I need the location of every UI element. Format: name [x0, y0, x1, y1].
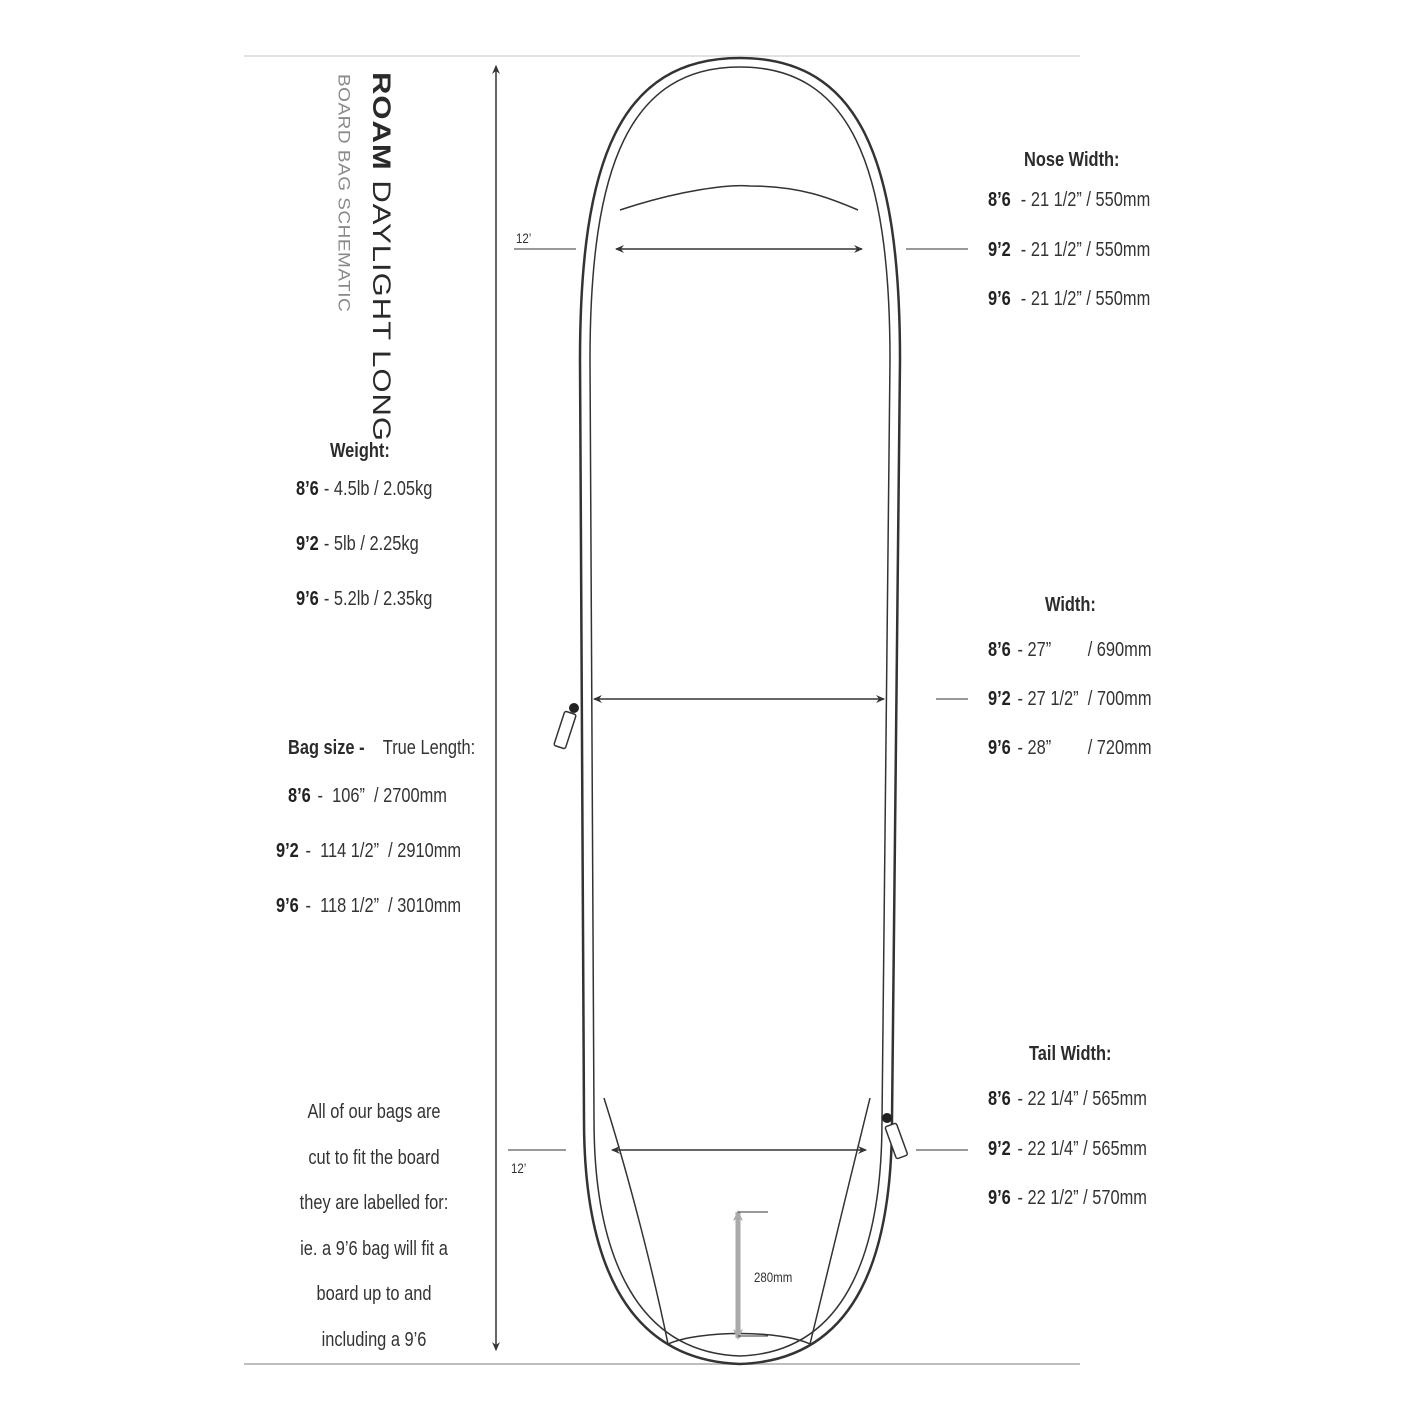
nose-width-row — [988, 189, 1150, 212]
size-label: 8’6 — [288, 785, 311, 807]
fit-note-line: ie. a 9’6 bag will fit a — [300, 1237, 448, 1260]
fit-note-line: board up to and — [316, 1283, 432, 1305]
weight-row — [296, 533, 419, 556]
tail-length-marker: 12’ — [511, 1160, 527, 1176]
nose-width-row — [988, 239, 1150, 262]
size-label: 9’6 — [988, 288, 1011, 310]
size-label: 9’6 — [296, 588, 319, 610]
schematic-subtitle: BOARD BAG SCHEMATIC — [334, 74, 352, 313]
fit-note-line: cut to fit the board — [308, 1146, 440, 1169]
bag-size-heading-row — [288, 737, 475, 760]
width-row — [988, 688, 1152, 711]
tail-height-label: 280mm — [754, 1269, 793, 1285]
bag-size-row — [276, 895, 461, 918]
tail-width-value: - 22 1/4” / 565mm — [1017, 1138, 1147, 1160]
size-label: 9’2 — [276, 840, 299, 862]
size-label: 8’6 — [988, 639, 1011, 661]
bag-length-value: - 106” / 2700mm — [317, 785, 447, 807]
nose-width-value: - 21 1/2” / 550mm — [1020, 239, 1151, 261]
tail-panel-right — [810, 1098, 870, 1344]
size-label: 9’6 — [988, 1187, 1011, 1209]
nose-width-row — [988, 288, 1150, 311]
tail-width-value: - 22 1/2” / 570mm — [1017, 1187, 1147, 1209]
nose-width-heading: Nose Width: — [1024, 149, 1120, 171]
bag-length-value: - 114 1/2” / 2910mm — [305, 840, 462, 862]
fit-note-line: All of our bags are — [307, 1101, 441, 1123]
brand-name: ROAM — [367, 72, 396, 171]
weight-value: - 5.2lb / 2.35kg — [323, 588, 433, 610]
tail-width-row — [988, 1088, 1147, 1111]
fit-note-line: they are labelled for: — [299, 1192, 449, 1214]
size-label: 9’2 — [988, 1138, 1011, 1160]
nose-width-value: - 21 1/2” / 550mm — [1020, 189, 1151, 211]
zipper-pull-left-icon — [554, 703, 579, 749]
tail-panel-left — [604, 1098, 668, 1344]
weight-heading: Weight: — [330, 440, 390, 462]
nose-length-marker: 12’ — [516, 230, 532, 246]
width-heading: Width: — [1045, 594, 1096, 616]
product-name: DAYLIGHT LONG — [367, 170, 396, 442]
size-label: 9’2 — [988, 239, 1011, 261]
size-label: 8’6 — [988, 189, 1011, 211]
size-label: 9’2 — [988, 688, 1011, 710]
width-value: - 27” / 690mm — [1017, 639, 1152, 661]
true-length-heading: True Length: — [382, 737, 476, 759]
bag-size-row — [276, 840, 461, 863]
weight-row — [296, 588, 432, 611]
bag-outer-outline — [580, 58, 900, 1364]
tail-width-row — [988, 1138, 1147, 1161]
tail-width-heading: Tail Width: — [1029, 1043, 1112, 1065]
size-label: 9’6 — [988, 737, 1011, 759]
bag-size-heading: Bag size - — [288, 737, 365, 759]
nose-panel-line — [620, 186, 858, 210]
size-label: 8’6 — [296, 478, 319, 500]
size-label: 8’6 — [988, 1088, 1011, 1110]
size-label: 9’2 — [296, 533, 319, 555]
width-row — [988, 639, 1152, 662]
weight-row — [296, 478, 432, 501]
width-value: - 27 1/2” / 700mm — [1017, 688, 1152, 710]
zipper-pull-right-icon — [882, 1113, 908, 1159]
tail-width-value: - 22 1/4” / 565mm — [1017, 1088, 1147, 1110]
width-value: - 28” / 720mm — [1017, 737, 1152, 759]
product-title — [366, 72, 396, 442]
size-label: 9’6 — [276, 895, 299, 917]
bag-inner-outline — [590, 67, 890, 1356]
fit-note-line: including a 9’6 — [321, 1328, 427, 1351]
bag-size-row — [288, 785, 447, 808]
width-row — [988, 737, 1152, 760]
nose-width-value: - 21 1/2” / 550mm — [1020, 288, 1151, 310]
weight-value: - 4.5lb / 2.05kg — [323, 478, 433, 500]
bag-length-value: - 118 1/2” / 3010mm — [305, 895, 462, 917]
fit-note — [248, 1090, 500, 1363]
weight-value: - 5lb / 2.25kg — [323, 533, 419, 555]
tail-width-row — [988, 1187, 1147, 1210]
